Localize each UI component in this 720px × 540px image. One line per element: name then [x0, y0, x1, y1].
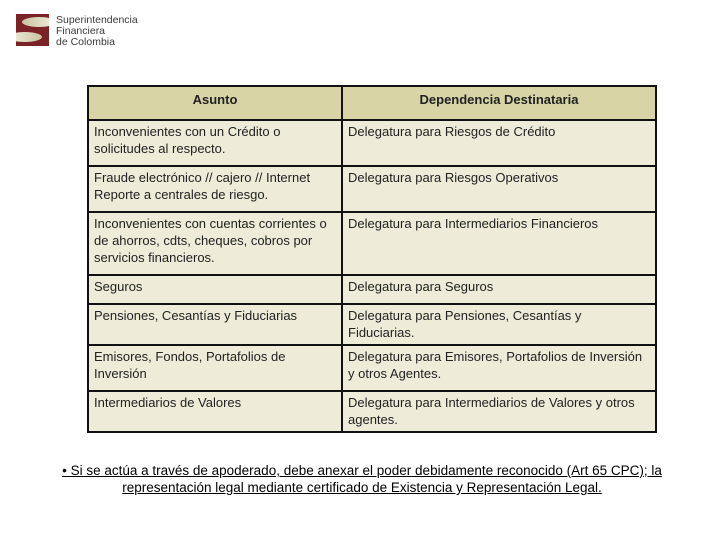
cell-dependencia: Delegatura para Riesgos Operativos — [342, 166, 656, 212]
bullet-icon: • — [62, 463, 67, 478]
logo-text — [56, 15, 138, 48]
logo-line-2: Financiera — [56, 25, 106, 37]
cell-dependencia: Delegatura para Emisores, Portafolios de Inversión y otros Agentes. — [342, 345, 656, 391]
table-row — [88, 212, 656, 275]
logo-line-1: Superintendencia — [56, 14, 138, 26]
cell-asunto: Emisores, Fondos, Portafolios de Inversión — [88, 345, 342, 391]
cell-dependencia: Delegatura para Intermediarios Financieros — [342, 212, 656, 275]
footnote — [52, 462, 672, 496]
cell-asunto: Inconvenientes con cuentas corrientes o de ahorros, cdts, cheques, cobros por servicios financieros. — [88, 212, 342, 275]
table-row — [88, 275, 656, 304]
cell-dependencia: Delegatura para Seguros — [342, 275, 656, 304]
cell-dependencia: Delegatura para Pensiones, Cesantías y Fiduciarias. — [342, 304, 656, 345]
routing-table — [87, 85, 657, 433]
column-header-dependencia: Dependencia Destinataria — [342, 86, 656, 120]
table-row — [88, 166, 656, 212]
table-row — [88, 304, 656, 345]
cell-asunto: Intermediarios de Valores — [88, 391, 342, 432]
cell-asunto: Seguros — [88, 275, 342, 304]
table-row — [88, 391, 656, 432]
logo — [16, 14, 146, 50]
logo-mark-icon — [16, 14, 49, 46]
table-row — [88, 120, 656, 166]
column-header-asunto: Asunto — [88, 86, 342, 120]
cell-dependencia: Delegatura para Intermediarios de Valores y otros agentes. — [342, 391, 656, 432]
logo-line-3: de Colombia — [56, 36, 115, 48]
cell-asunto: Pensiones, Cesantías y Fiduciarias — [88, 304, 342, 345]
table-header-row — [88, 86, 656, 120]
cell-asunto: Inconvenientes con un Crédito o solicitudes al respecto. — [88, 120, 342, 166]
table-row — [88, 345, 656, 391]
cell-dependencia: Delegatura para Riesgos de Crédito — [342, 120, 656, 166]
footnote-text: Si se actúa a través de apoderado, debe anexar el poder debidamente reconocido (Art 65 CPC); la representación legal mediante certificado de Existencia y Representación Legal. — [70, 463, 662, 495]
cell-asunto: Fraude electrónico // cajero // Internet Reporte a centrales de riesgo. — [88, 166, 342, 212]
